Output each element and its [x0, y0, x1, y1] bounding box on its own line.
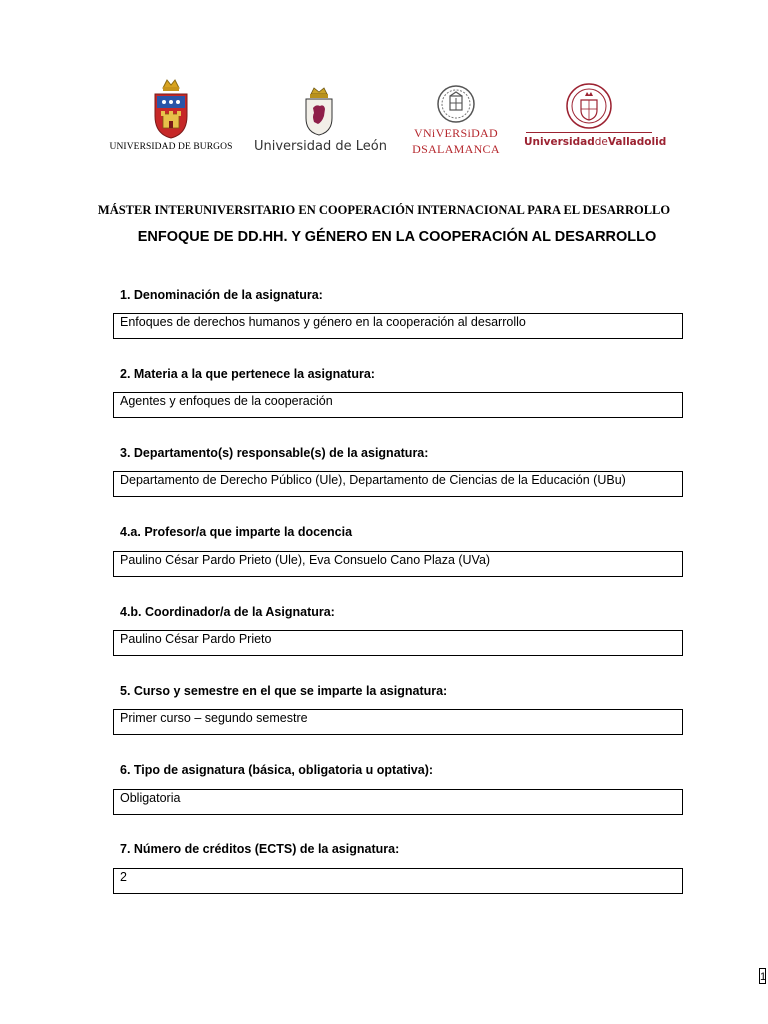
field-value: Obligatoria: [120, 791, 181, 805]
field-value-box: [113, 471, 683, 497]
field-label: 5. Curso y semestre en el que se imparte la asignatura:: [120, 684, 448, 698]
burgos-caption: UNIVERSIDAD DE BURGOS: [109, 142, 233, 152]
master-title: MÁSTER INTERUNIVERSITARIO EN COOPERACIÓN INTERNACIONAL PARA EL DESARROLLO: [97, 203, 671, 217]
page-number: 1: [759, 968, 766, 984]
field-value: 2: [120, 870, 127, 884]
field-label: 2. Materia a la que pertenece la asignatura:: [120, 367, 375, 381]
universidad-leon-logo: [254, 86, 387, 154]
salamanca-seal-icon: [436, 84, 476, 124]
field-value: Primer curso – segundo semestre: [120, 711, 308, 725]
field-value: Paulino César Pardo Prieto (Ule), Eva Consuelo Cano Plaza (UVa): [120, 553, 491, 567]
universidad-salamanca-logo: [410, 84, 502, 156]
field-label: 1. Denominación de la asignatura:: [120, 288, 323, 302]
leon-coat-of-arms-icon: [302, 86, 336, 136]
field-value-box: [113, 551, 683, 577]
universidad-valladolid-logo: [524, 82, 667, 148]
field-value-box: [113, 868, 683, 894]
valladolid-caption: UniversidaddeValladolid: [524, 136, 667, 148]
field-value-box: [113, 313, 683, 339]
leon-caption: Universidad de León: [254, 139, 387, 154]
field-value: Paulino César Pardo Prieto: [120, 632, 272, 646]
field-value: Enfoques de derechos humanos y género en la cooperación al desarrollo: [120, 315, 526, 329]
field-label: 6. Tipo de asignatura (básica, obligatoria u optativa):: [120, 763, 434, 777]
burgos-coat-of-arms-icon: [149, 76, 193, 140]
field-label: 4.a. Profesor/a que imparte la docencia: [120, 525, 353, 539]
valladolid-divider: [526, 132, 652, 133]
field-value: Agentes y enfoques de la cooperación: [120, 394, 333, 408]
field-label: 4.b. Coordinador/a de la Asignatura:: [120, 605, 335, 619]
field-value-box: [113, 392, 683, 418]
field-label: 3. Departamento(s) responsable(s) de la asignatura:: [120, 446, 429, 460]
field-value-box: [113, 709, 683, 735]
salamanca-caption-line1: VNiVERSiDAD: [414, 126, 498, 140]
universidad-burgos-logo: [108, 76, 234, 152]
field-value-box: [113, 789, 683, 815]
valladolid-seal-icon: [565, 82, 613, 130]
subject-title: ENFOQUE DE DD.HH. Y GÉNERO EN LA COOPERACIÓN AL DESARROLLO: [137, 229, 657, 245]
field-value-box: [113, 630, 683, 656]
field-label: 7. Número de créditos (ECTS) de la asignatura:: [120, 842, 400, 856]
university-logos: [0, 0, 768, 170]
salamanca-caption-line2: DSALAMANCA: [412, 142, 500, 156]
field-value: Departamento de Derecho Público (Ule), Departamento de Ciencias de la Educación (UBu): [120, 473, 626, 487]
